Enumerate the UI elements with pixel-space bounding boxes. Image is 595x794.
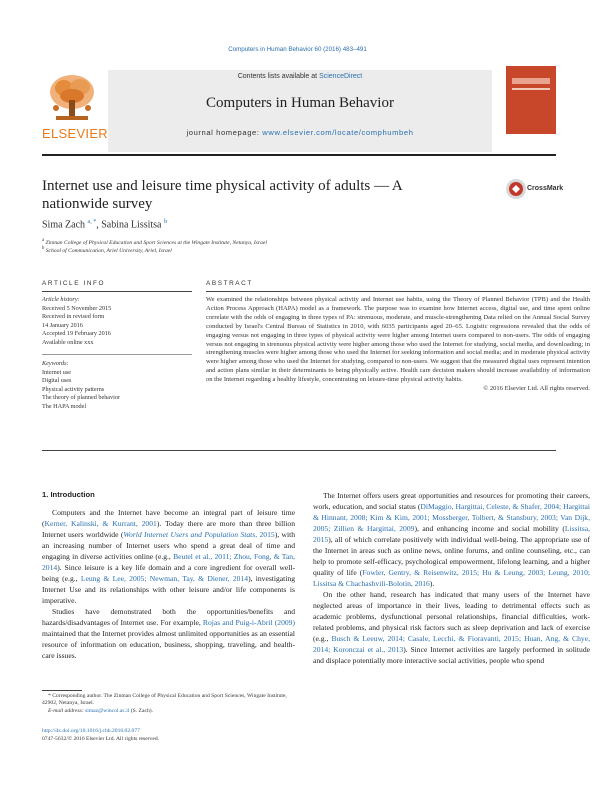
affiliation-a-mark: a <box>42 238 45 243</box>
author-1: Sima Zach <box>42 219 86 231</box>
email-label: E-mail address: <box>48 707 86 714</box>
crossmark-label: CrossMark <box>527 185 564 192</box>
section-heading-introduction: 1. Introduction <box>42 490 95 499</box>
text-run: On the other hand, research has indicated that many users of the Internet have neglected areas of importance in their lives, leading to detrimental effects such as academic problems, dysfunctional personal relationships, financial difficulties, work-related problems, and physical risk factors such as sleep deprivation and lack of exercise (e.g., <box>313 590 590 643</box>
citation-link[interactable]: World Internet Users and Population Stats <box>123 530 256 539</box>
doi-text[interactable]: http://dx.doi.org/10.1016/j.chb.2016.02.077 <box>42 728 140 734</box>
header-rule <box>42 154 556 156</box>
author-2-marks[interactable]: b <box>164 219 167 225</box>
keyword-item: The HAPA model <box>42 402 87 410</box>
citation-link[interactable]: Rojas and Puig-i-Abril (2009) <box>202 618 295 627</box>
issn-line: 0747-5632/© 2016 Elsevier Ltd. All rights reserved. <box>42 736 160 742</box>
text-run: ). Today there are more than three billion Internet users worldwide ( <box>42 519 295 539</box>
text-run: ). <box>429 579 435 588</box>
keyword-item: Digital uses <box>42 377 72 384</box>
affiliation-a-text: Zinman College of Physical Education and Sport Sciences at the Wingate Institute, Netanya, Israel <box>45 239 267 246</box>
history-item: Available online xxx <box>42 338 94 346</box>
affiliation-a <box>42 238 267 246</box>
keyword-item: The theory of planned behavior <box>42 394 121 401</box>
abstract-copyright: © 2016 Elsevier Ltd. All rights reserved. <box>483 385 590 393</box>
text-run: ). Since Internet activities are largely performed in solitude and displace potentially more interactive social activities, people who spend <box>313 645 590 665</box>
cover-title-band <box>512 78 550 84</box>
crossmark-icon <box>505 178 527 200</box>
email-line <box>42 708 295 715</box>
text-run: ), with an increasing number of Internet users who spend a great deal of time and engaging in diverse activities online (e.g., <box>42 530 296 561</box>
journal-citation-line[interactable]: Computers in Human Behavior 60 (2016) 483–491 <box>228 46 367 53</box>
info-rule <box>42 291 192 292</box>
journal-title: Computers in Human Behavior <box>206 95 394 111</box>
doi-link[interactable] <box>42 728 140 734</box>
footnote-rule <box>42 690 82 691</box>
history-item: 14 January 2016 <box>42 321 83 329</box>
article-history <box>42 296 111 347</box>
homepage-prefix: journal homepage: <box>186 128 263 137</box>
history-label: Article history: <box>42 296 80 303</box>
abstract-heading: ABSTRACT <box>206 280 253 287</box>
author-list <box>42 219 167 230</box>
contents-availability <box>108 73 492 80</box>
journal-homepage <box>108 128 492 137</box>
keywords <box>42 360 120 411</box>
journal-cover-thumbnail[interactable] <box>506 66 556 134</box>
text-run: ), all of which correlate positively with individual well-being. The appropriate use of the Internet in areas such as online news, online forums, and online counseling, etc., can help to promote self-efficacy, psychological empowerment, lifelong learning, and a higher quality of life ( <box>313 535 590 577</box>
citation-link[interactable]: Busch & Leeuw, 2014; Casale, Lecchi, & Fioravanti, 2015; Huan, Ang, & Chye, 2014; Koronczai et al., 2013 <box>313 634 590 654</box>
keyword-item: Internet use <box>42 368 72 376</box>
author-separator: , <box>96 219 102 231</box>
publisher-wordmark: ELSEVIER <box>42 126 108 141</box>
article-info-heading: ARTICLE INFO <box>42 280 106 287</box>
body-right-column <box>313 490 590 666</box>
abstract-bottom-rule <box>42 450 556 451</box>
paragraph <box>313 589 590 666</box>
text-run: Computers and the Internet have become an integral part of leisure time ( <box>42 508 295 528</box>
citation-link[interactable]: Beutel et al., 2011; Zhou, Fong, & Tan, 2014 <box>42 552 295 572</box>
citation-link[interactable]: Leung & Lee, 2005; Newman, Tay, & Diener, 2014 <box>80 574 249 583</box>
citation-link[interactable]: DiMaggio, Hargittai, Celeste, & Shafer, 2004; Hargittai & Hinnant, 2008; Kim & Kim, 2001; Mossberger, Tolbert, & Stansbury, 2003; Van Dijk, 2005; Zillien & Hargittai, 2009 <box>313 502 590 533</box>
email-link[interactable]: simaz@wincol.ac.il <box>85 707 130 714</box>
text-run: ), and enhancing income and social mobility ( <box>414 524 565 533</box>
abstract-text: We examined the relationships between physical activity and Internet use habits, using the Theory of Planned Behavior (TPB) and the Health Action Process Approach (HAPA) model as a framework. The purpose was to examine how Internet access, digital use, and time spent online correlate with the odds of engaging in three types of PA: strenuous, moderate, and muscle-strengthening Data relied on the Annual Social Survey conducted by Israel's Central Bureau of Statistics in 2010, with 6035 participants aged 20–65. Logistic regressions revealed that the odds of engaging versus not engaging in three types of physical activity were higher among Internet users compared to non-users. The odds of engaging versus not engaging in strenuous physical activity were higher among those who used the Internet for studying, social media, and downloading; in strengthening muscles were higher among those who used the Internet for seeking information and social media; and in moderate physical activity were higher among those who used the Internet for studying, compared to non-users. We suggest that the measured digital uses represent intention and action plans similar in their determinants to being physically active. Health care decision makers should increase availability of information on the Internet regarding a healthy lifestyle, concentrating on leisure-time physical activity habits. <box>206 296 590 384</box>
keywords-label: Keywords: <box>42 360 69 367</box>
corresponding-footnote <box>42 693 295 715</box>
sciencedirect-link[interactable]: ScienceDirect <box>319 73 363 80</box>
cover-subtitle-band <box>512 88 550 90</box>
body-left-column <box>42 507 295 661</box>
text-run: ). Since leisure is a key life domain and a core ingredient for overall well-being (e.g., <box>42 563 295 583</box>
citation-link[interactable]: Lissitsa, 2015 <box>313 524 591 544</box>
abstract-body <box>206 296 590 394</box>
email-suffix: (S. Zach). <box>129 707 154 714</box>
contents-prefix: Contents lists available at <box>237 73 320 80</box>
citation-link[interactable]: , 2015 <box>255 530 275 539</box>
text-run: ), investigating Internet Use and its relationships with other leisure and/or life components is imperative. <box>42 574 295 605</box>
citation-link[interactable]: Kerner, Kalinski, & Kurrant, 2001 <box>44 519 157 528</box>
text-run: Studies have demonstrated both the opportunities/benefits and hazards/disadvantages of Internet use. For example, <box>42 607 295 627</box>
affiliation-b <box>42 246 172 254</box>
abstract-rule <box>206 291 590 292</box>
article-title: Internet use and leisure time physical activity of adults — A nationwide survey <box>42 178 402 212</box>
homepage-link[interactable]: www.elsevier.com/locate/comphumbeh <box>262 128 414 137</box>
text-run: maintained that the Internet provides almost unlimited opportunities as an essential resource of information on education, business, shopping, traveling, and health-care issues. <box>42 629 295 660</box>
history-item: Received in revised form <box>42 313 105 320</box>
paragraph <box>42 507 295 606</box>
corresponding-author-note: * Corresponding author. The Zinman College of Physical Education and Sport Sciences, Wingate Institute, 42902, Netanya, Israel. <box>42 693 287 707</box>
paragraph <box>313 490 590 589</box>
keyword-item: Physical activity patterns <box>42 385 105 393</box>
info-divider <box>42 354 192 355</box>
author-1-marks[interactable]: a, * <box>87 219 97 225</box>
affiliation-b-mark: b <box>42 246 45 251</box>
author-2: Sabina Lissitsa <box>101 219 162 231</box>
history-item: Accepted 19 February 2016 <box>42 330 111 337</box>
affiliation-b-text: School of Communication, Ariel University, Ariel, Israel <box>45 247 172 254</box>
history-item: Received 5 November 2015 <box>42 304 112 312</box>
text-run: The Internet offers users great opportunities and resources for promoting their careers, work, education, and social status ( <box>313 491 590 511</box>
paragraph <box>42 606 295 661</box>
citation-link[interactable]: Fowler, Gentry, & Reisenwitz, 2015; Hu & Leung, 2003; Leung, 2010; Lissitsa & Chachashvili-Bolotin, 2016 <box>313 568 590 588</box>
